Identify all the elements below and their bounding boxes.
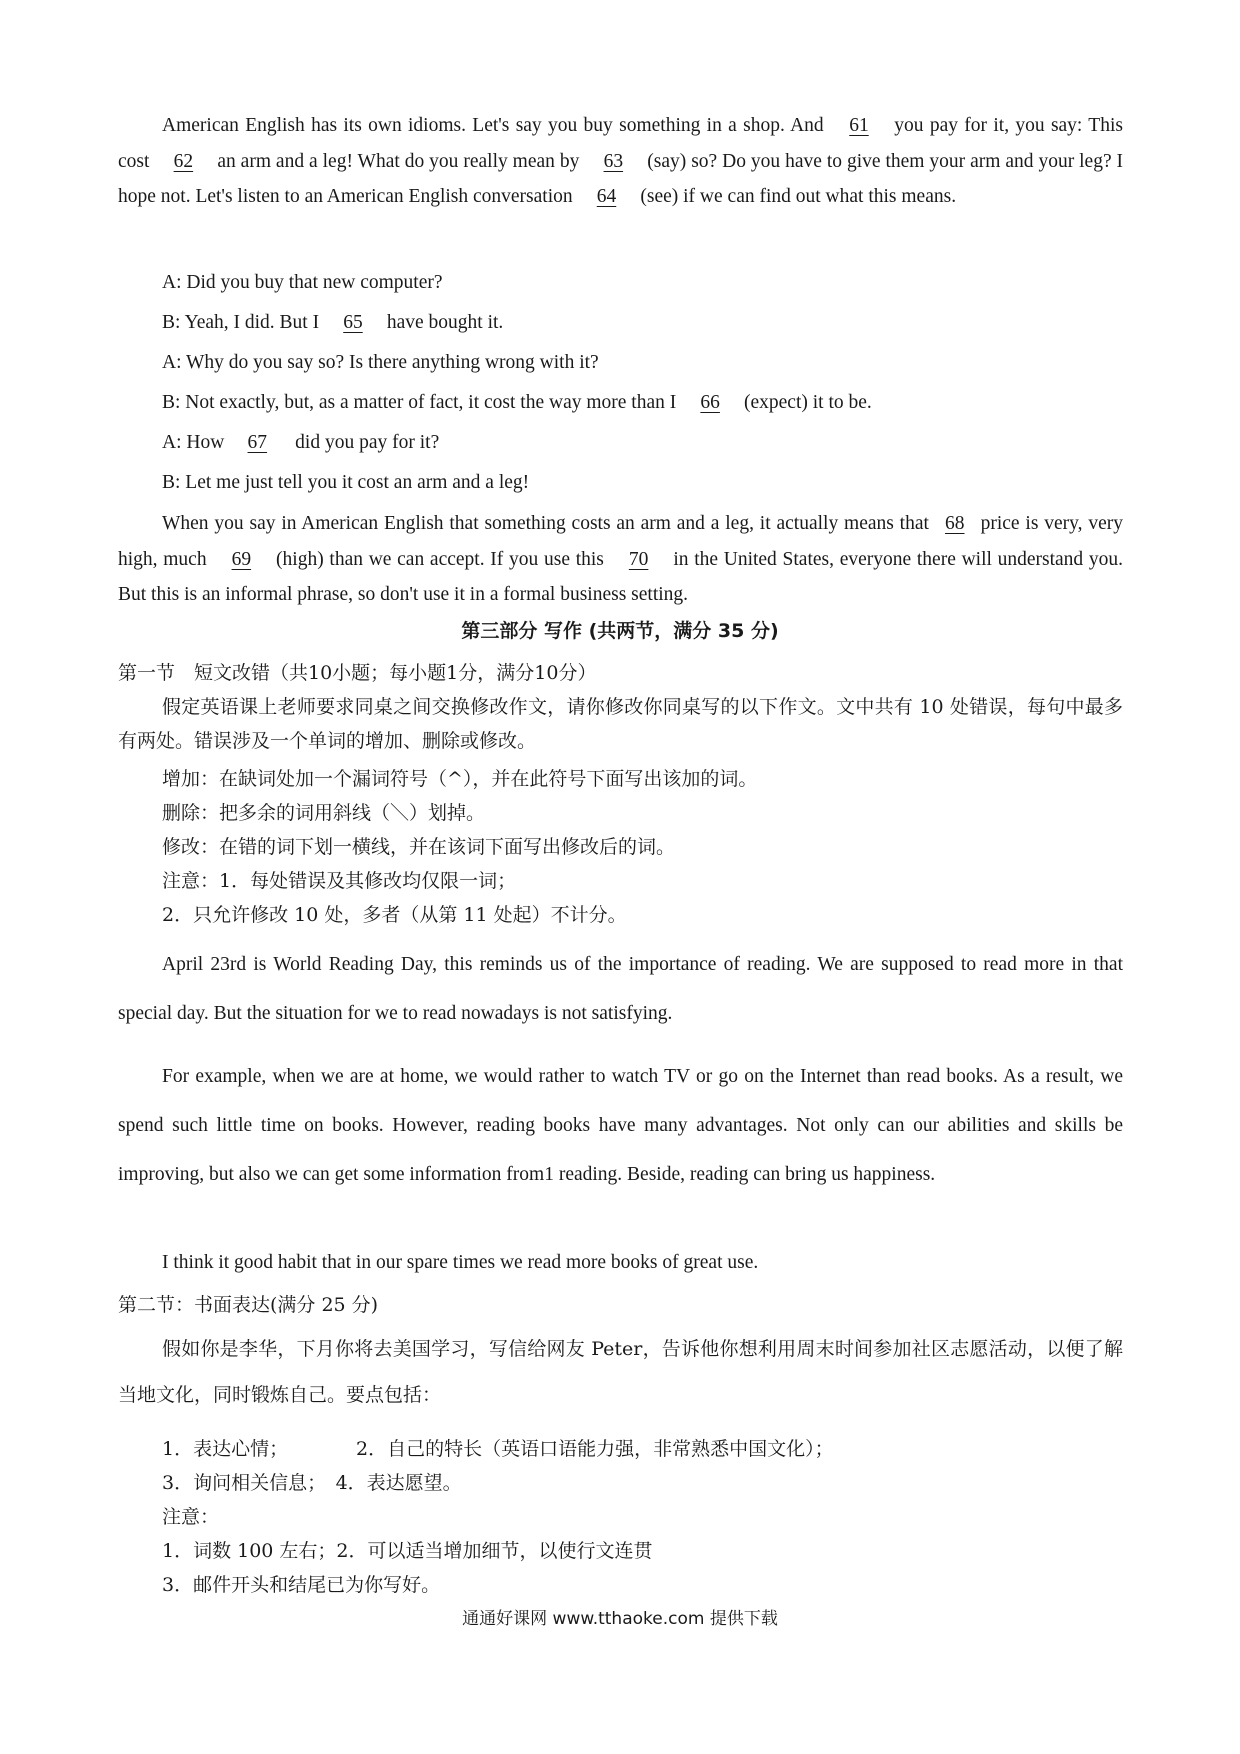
blank-66: 66 [700, 392, 720, 413]
blank-63: 63 [603, 150, 624, 172]
point-3-4: 3．询问相关信息； 4．表达愿望。 [162, 1472, 462, 1494]
rule-delete: 删除：把多余的词用斜线（＼）划掉。 [162, 802, 486, 824]
part3-heading: 第三部分 写作 (共两节，满分 35 分) [461, 620, 779, 642]
blank-64: 64 [596, 186, 617, 207]
dialogue-line-4: B: Not exactly, but, as a matter of fact, it cost the way more than I 66 (expect) it to be. [162, 388, 872, 418]
note-1: 注意：1．每处错误及其修改均仅限一词； [162, 870, 517, 892]
essay-paragraph-3: I think it good habit that in our spare times we read more books of great use. [162, 1252, 759, 1273]
point-2: 2．自己的特长（英语口语能力强，非常熟悉中国文化）； [356, 1438, 834, 1460]
blank-68: 68 [945, 513, 965, 534]
dialogue-line-6: B: Let me just tell you it cost an arm and a leg! [162, 472, 530, 493]
rule-add: 增加：在缺词处加一个漏词符号（^），并在此符号下面写出该加的词。 [162, 768, 758, 790]
section1-title: 第一节 短文改错（共10小题；每小题1分，满分10分） [118, 662, 597, 684]
dialogue-line-1: A: Did you buy that new computer? [162, 272, 443, 293]
passage-paragraph-2: When you say in American English that something costs an arm and a leg, it actually means that 68 price is very, very high, much 69 (high) than we can accept. If you use this 70 in the United States, everyone there will understand you. But this is an informal phrase, so don't use it in a formal business setting. [118, 506, 1123, 613]
section1-instructions: 假定英语课上老师要求同桌之间交换修改作文，请你修改你同桌写的以下作文。文中共有 10 处错误，每句中最多有两处。错误涉及一个单词的增加、删除或修改。 [118, 696, 1123, 752]
writing-note-label: 注意： [162, 1506, 220, 1528]
blank-62: 62 [173, 150, 194, 172]
blank-69: 69 [231, 548, 252, 570]
blank-61: 61 [849, 115, 869, 136]
section2-instructions: 假如你是李华，下月你将去美国学习，写信给网友 Peter，告诉他你想利用周末时间参加社区志愿活动，以便了解当地文化，同时锻炼自己。要点包括： [118, 1338, 1123, 1406]
rule-modify: 修改：在错的词下划一横线，并在该词下面写出修改后的词。 [162, 836, 676, 858]
dialogue-line-3: A: Why do you say so? Is there anything wrong with it? [162, 352, 599, 373]
requirement-3: 3．邮件开头和结尾已为你写好。 [162, 1574, 441, 1596]
requirement-1-2: 1．词数 100 左右；2．可以适当增加细节，以使行文连贯 [162, 1540, 653, 1562]
page-footer: 通通好课网 www.tthaoke.com 提供下载 [462, 1609, 778, 1629]
dialogue-line-2: B: Yeah, I did. But I 65 have bought it. [162, 308, 503, 338]
essay-paragraph-1: April 23rd is World Reading Day, this reminds us of the importance of reading. We are supposed to read more in that special day. But the situation for we to read nowadays is not satisfying. [118, 954, 1123, 1024]
blank-67: 67 [247, 432, 268, 453]
point-1: 1．表达心情； [162, 1438, 289, 1460]
blank-70: 70 [628, 548, 649, 570]
essay-paragraph-2: For example, when we are at home, we would rather to watch TV or go on the Internet than read books. As a result, we spend such little time on books. However, reading books have many advantages. Not only can our abilities and skills be improving, but also we can get some information from1 reading. Beside, reading can bring us happiness. [118, 1066, 1123, 1185]
passage-paragraph-1: American English has its own idioms. Let's say you buy something in a shop. And 61 you pay for it, you say: This cost 62 an arm and a leg! What do you really mean by 63 (say) so? Do you have to give them your arm and your leg? I hope not. Let's listen to an American English conversation 64 (see) if we can find out what this means. [118, 108, 1123, 215]
blank-65: 65 [343, 312, 363, 333]
dialogue-line-5: A: How 67 did you pay for it? [162, 428, 439, 458]
section2-title: 第二节：书面表达(满分 25 分) [118, 1294, 379, 1316]
note-2: 2．只允许修改 10 处，多者（从第 11 处起）不计分。 [162, 904, 627, 926]
